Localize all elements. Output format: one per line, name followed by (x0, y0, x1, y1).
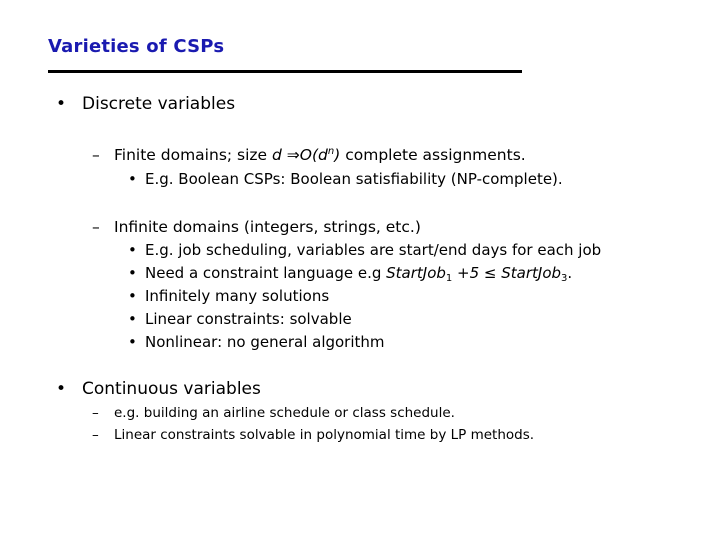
subitem-finite-domains (92, 146, 526, 164)
slide-title: Varieties of CSPs (48, 36, 225, 57)
bullet-label: Discrete variables (82, 94, 236, 114)
detail-text: Need a constraint language e.g (145, 264, 387, 282)
infinite-domains-text: Infinite domains (integers, strings, etc.) (114, 218, 421, 236)
bullet-label: Continuous variables (82, 379, 261, 399)
constraint-lhs-sub: 1 (445, 273, 453, 284)
detail-text: E.g. job scheduling, variables are start/end days for each job (145, 241, 602, 259)
detail-text: Infinitely many solutions (145, 287, 330, 305)
detail-boolean-csps (128, 170, 563, 188)
subitem-text: e.g. building an airline schedule or class schedule. (114, 405, 455, 421)
implies-arrow: ⇒ (281, 146, 300, 164)
detail-text: Nonlinear: no general algorithm (145, 333, 385, 351)
sub-bullet-marker: • (128, 287, 137, 305)
dash-marker: – (92, 405, 99, 421)
constraint-end: . (567, 264, 573, 282)
finite-domains-prefix: Finite domains; size (114, 146, 273, 164)
detail-infinitely-many (128, 287, 329, 305)
subitem-infinite-domains (92, 218, 421, 236)
constraint-middle: +5 ≤ (452, 264, 502, 282)
sub-bullet-marker: • (128, 333, 137, 351)
var-d: d (272, 146, 282, 164)
detail-linear-solvable (128, 310, 352, 328)
big-o-expression (300, 146, 341, 164)
detail-job-scheduling (128, 241, 601, 259)
big-o-open: O(d (299, 146, 328, 164)
subitem-lp-methods (92, 427, 534, 443)
sub-bullet-marker: • (128, 264, 137, 282)
detail-text: Linear constraints: solvable (145, 310, 352, 328)
exponent-n: n (327, 146, 335, 157)
subitem-airline-schedule (92, 405, 455, 421)
constraint-rhs-sub: 3 (561, 273, 568, 284)
subitem-text: Linear constraints solvable in polynomial time by LP methods. (114, 427, 535, 443)
constraint-rhs: StartJob (501, 264, 562, 282)
detail-nonlinear (128, 333, 385, 351)
constraint-lhs: StartJob (386, 264, 446, 282)
finite-domains-suffix: complete assignments. (340, 146, 526, 164)
big-o-close: ) (334, 146, 341, 164)
dash-marker: – (92, 427, 99, 443)
bullet-marker: • (56, 94, 67, 114)
sub-bullet-marker: • (128, 310, 137, 328)
sub-bullet-marker: • (128, 170, 137, 188)
dash-marker: – (92, 218, 100, 236)
dash-marker: – (92, 146, 100, 164)
bullet-marker: • (56, 379, 67, 399)
sub-bullet-marker: • (128, 241, 137, 259)
bullet-discrete-variables (56, 94, 235, 114)
title-underline (48, 70, 522, 73)
detail-text: E.g. Boolean CSPs: Boolean satisfiability (NP-complete). (145, 170, 563, 188)
bullet-continuous-variables (56, 379, 261, 399)
detail-constraint-language (128, 264, 572, 282)
